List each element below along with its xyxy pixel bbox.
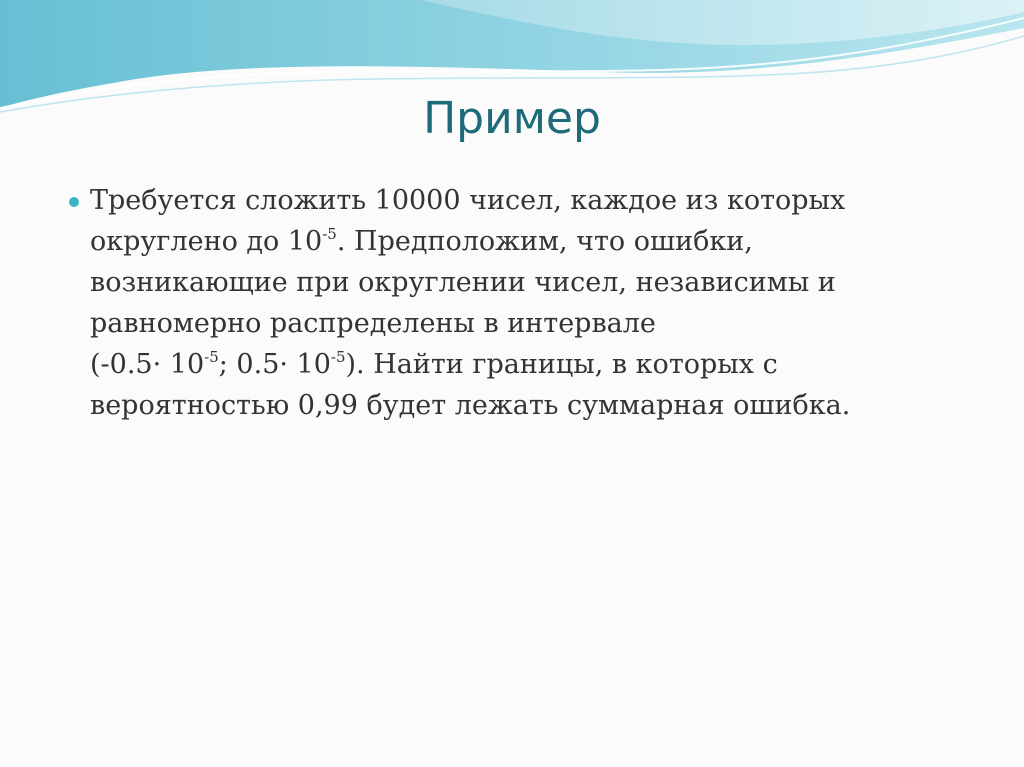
text-line	[90, 344, 930, 385]
text-segment: ). Найти границы, в которых с	[345, 349, 778, 380]
text-segment: округлено до 10	[90, 226, 323, 257]
bullet-dot-icon	[69, 197, 79, 207]
exponent: -5	[204, 348, 219, 366]
text-line	[90, 385, 930, 426]
text-line	[90, 221, 930, 262]
text-segment: Требуется сложить 10000 чисел, каждое из которых	[90, 185, 846, 216]
bullet-item	[90, 180, 930, 426]
slide-content	[90, 180, 930, 426]
text-segment: вероятностью 0,99 будет лежать суммарная ошибка.	[90, 390, 851, 421]
text-line	[90, 303, 930, 344]
text-line	[90, 262, 930, 303]
text-segment: . Предположим, что ошибки,	[336, 226, 753, 257]
exponent: -5	[330, 348, 346, 366]
text-segment: (-0.5· 10	[90, 349, 205, 380]
text-line	[90, 180, 930, 221]
text-segment: равномерно распределены в интервале	[90, 308, 656, 339]
exponent: -5	[322, 225, 337, 243]
slide-title: Пример	[423, 93, 601, 144]
text-segment: возникающие при округлении чисел, независимы и	[90, 267, 836, 298]
text-segment: ; 0.5· 10	[218, 349, 331, 380]
